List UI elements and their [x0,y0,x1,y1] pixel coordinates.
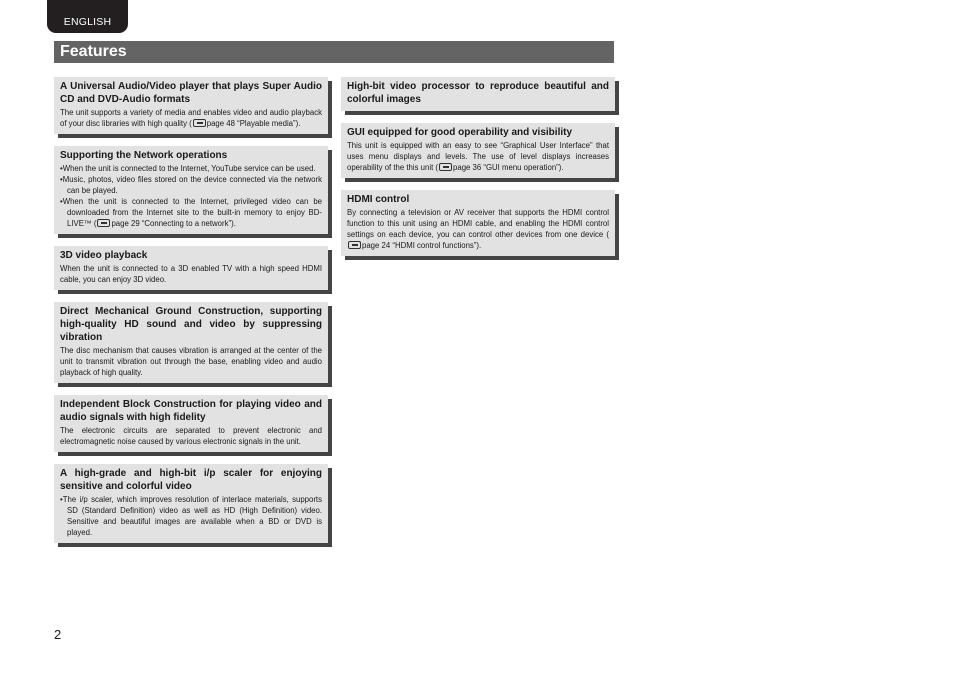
feature-bullet: • When the unit is connected to the Internet, YouTube service can be used. [60,163,322,174]
language-tab-label: ENGLISH [63,16,112,28]
feature-heading: HDMI control [347,194,410,205]
page-reference-icon [97,219,110,227]
feature-heading: A Universal Audio/Video player that plays Super Audio CD and DVD-Audio formats [60,81,322,105]
feature-card-network [54,146,328,234]
page-number: 2 [54,627,62,642]
language-tab [47,0,128,33]
feature-card-video-processor [341,77,615,111]
feature-heading: 3D video playback [60,250,148,261]
feature-heading: GUI equipped for good operability and visibility [347,127,573,138]
feature-card-gui [341,123,615,178]
feature-body: The unit supports a variety of media and enables video and audio playback of your disc libraries with high quality ( page 48 “Playable media”). [60,108,322,128]
feature-card-block-construction [54,395,328,452]
page-title: Features [54,41,614,63]
feature-heading: Direct Mechanical Ground Construction, supporting high-quality HD sound and video by suppressing vibration [60,306,322,343]
feature-body: When the unit is connected to a 3D enabled TV with a high speed HDMI cable, you can enjoy 3D video. [60,264,322,284]
feature-card-universal-player [54,77,328,134]
page-reference-icon [193,119,206,127]
right-column [341,77,621,268]
feature-heading: Supporting the Network operations [60,150,228,161]
feature-bullet: • When the unit is connected to the Internet, privileged video can be downloaded from the Internet site to the built-in memory to enjoy BD-LIVE™ ( page 29 “Connecting to a network”). [60,196,322,229]
feature-body: The disc mechanism that causes vibration is arranged at the center of the unit to transmit vibration out through the base, enabling video and audio playback of high quality. [60,346,322,377]
left-column [54,77,334,555]
feature-card-3d-video [54,246,328,290]
feature-heading: High-bit video processor to reproduce beautiful and colorful images [347,81,609,105]
feature-body: This unit is equipped with an easy to see “Graphical User Interface” that uses menu displays and levels. The use of level displays increases operability of the this unit ( page 36 “GUI menu operation”). [347,141,609,172]
feature-card-mechanical-ground [54,302,328,383]
page-reference-icon [439,163,452,171]
feature-bullet-list [60,163,322,229]
feature-heading: Independent Block Construction for playing video and audio signals with high fidelity [60,399,322,423]
page-reference-icon [348,241,361,249]
feature-heading: A high-grade and high-bit i/p scaler for enjoying sensitive and colorful video [60,468,322,492]
feature-body: By connecting a television or AV receiver that supports the HDMI control function to this unit using an HDMI cable, and enabling the HDMI control settings on each device, you can control other devices from one device (page 24 “HDMI control functions”). [347,208,609,250]
feature-bullet: • Music, photos, video files stored on the device connected via the network can be played. [60,174,322,196]
feature-bullet-list [60,494,322,538]
feature-card-hdmi-control [341,190,615,256]
feature-body: The electronic circuits are separated to prevent electronic and electromagnetic noise caused by various electronic signals in the unit. [60,426,322,446]
feature-card-ip-scaler [54,464,328,543]
feature-bullet: • The i/p scaler, which improves resolution of interlace materials, supports SD (Standard Definition) video as well as HD (High Definition) video. Sensitive and beautiful images are available when a BD or DVD is played. [60,494,322,538]
